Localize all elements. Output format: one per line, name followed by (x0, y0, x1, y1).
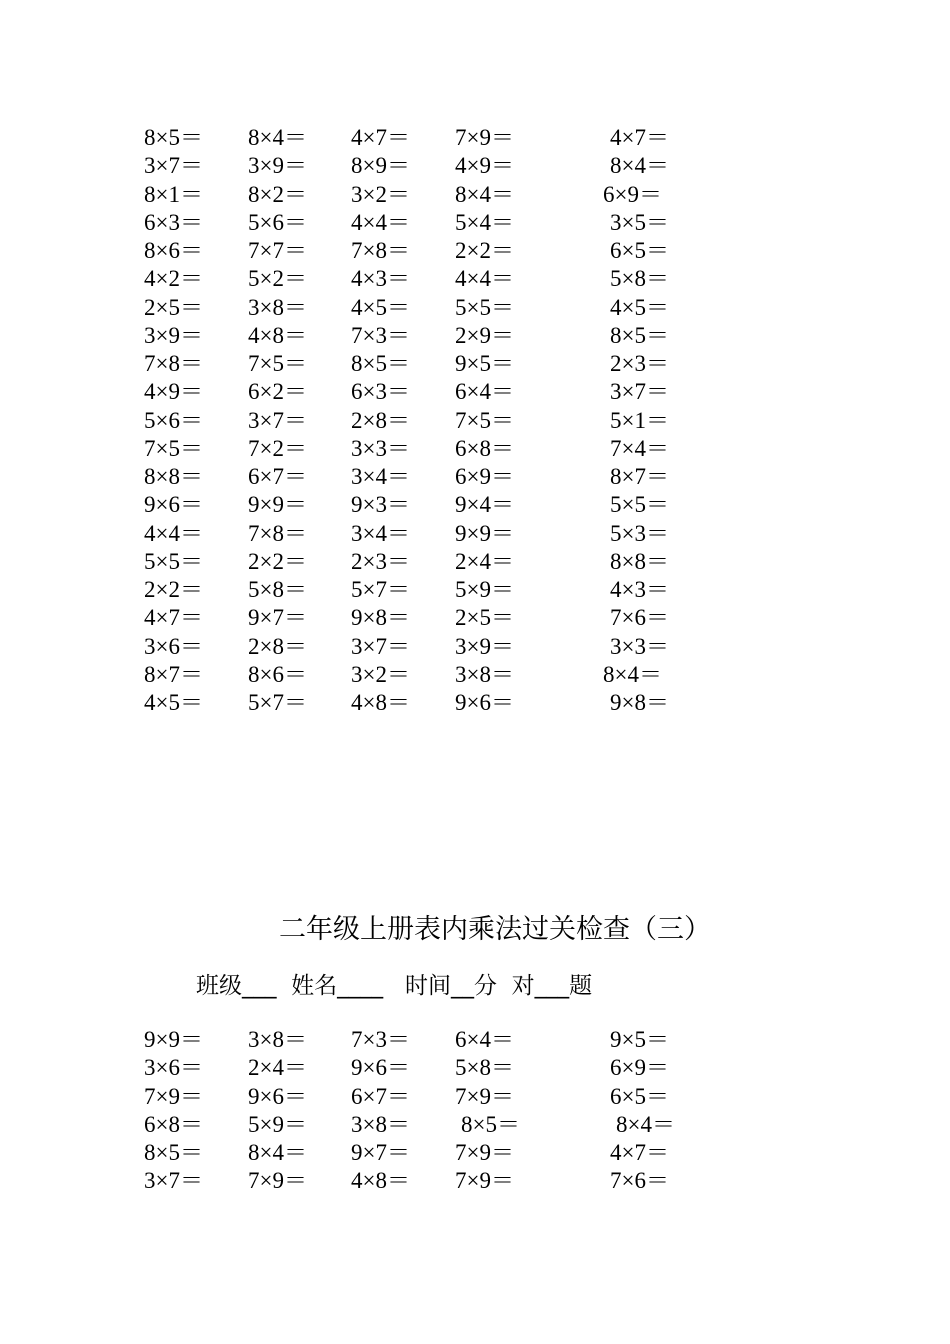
multiplication-problem: 8×4＝ (248, 1140, 307, 1165)
multiplication-problem: 7×9＝ (248, 1168, 307, 1194)
multiplication-problem: 3×7＝ (610, 379, 669, 405)
multiplication-problem: 3×6＝ (144, 633, 203, 659)
multiplication-problem: 3×9＝ (248, 153, 307, 179)
multiplication-problem: 9×6＝ (455, 690, 514, 715)
multiplication-problem: 3×7＝ (144, 1168, 203, 1194)
multiplication-problem: 7×9＝ (455, 1083, 514, 1109)
multiplication-problem: 5×5＝ (610, 492, 669, 518)
multiplication-problem: 7×3＝ (351, 322, 410, 348)
multiplication-problem: 3×3＝ (610, 633, 669, 659)
multiplication-problem: 3×2＝ (351, 661, 410, 687)
multiplication-problem: 2×8＝ (351, 407, 410, 433)
multiplication-problem: 9×6＝ (144, 492, 203, 518)
problem-row (0, 209, 950, 237)
multiplication-problem: 8×5＝ (351, 351, 410, 376)
multiplication-problem: 8×1＝ (144, 181, 203, 207)
multiplication-problem: 3×8＝ (455, 661, 514, 687)
multiplication-problem: 6×9＝ (610, 1055, 669, 1081)
multiplication-problem: 3×7＝ (144, 153, 203, 179)
multiplication-problem: 3×8＝ (248, 1027, 307, 1052)
multiplication-problem: 9×8＝ (610, 690, 669, 715)
problem-row (0, 265, 950, 293)
problem-row (0, 1026, 950, 1054)
multiplication-problem: 4×5＝ (351, 294, 410, 320)
multiplication-problem: 7×6＝ (610, 605, 669, 631)
worksheet-title: 二年级上册表内乘法过关检查（三） (279, 914, 711, 945)
multiplication-problem: 5×5＝ (455, 294, 514, 320)
multiplication-problem: 5×6＝ (248, 209, 307, 235)
multiplication-problem: 4×8＝ (351, 690, 410, 715)
multiplication-problem: 2×5＝ (455, 605, 514, 631)
multiplication-problem: 6×3＝ (144, 209, 203, 235)
problem-row (0, 322, 950, 350)
multiplication-problem: 5×1＝ (610, 407, 669, 433)
multiplication-problem: 6×9＝ (603, 181, 662, 207)
multiplication-problem: 4×7＝ (610, 1140, 669, 1165)
multiplication-problem: 3×9＝ (144, 322, 203, 348)
multiplication-problem: 4×4＝ (455, 266, 514, 292)
multiplication-problem: 5×9＝ (455, 577, 514, 602)
multiplication-problem: 6×8＝ (144, 1111, 203, 1137)
problem-row (0, 407, 950, 435)
problem-row (0, 463, 950, 491)
multiplication-problem: 9×5＝ (610, 1027, 669, 1052)
multiplication-problem: 6×5＝ (610, 238, 669, 263)
multiplication-problem: 5×6＝ (144, 407, 203, 433)
multiplication-problem: 9×6＝ (351, 1055, 410, 1081)
problem-row (0, 181, 950, 209)
multiplication-problem: 4×7＝ (351, 125, 410, 150)
multiplication-problem: 5×2＝ (248, 266, 307, 292)
multiplication-problem: 4×7＝ (144, 605, 203, 631)
multiplication-problem: 7×4＝ (610, 435, 669, 461)
multiplication-problem: 6×4＝ (455, 1027, 514, 1052)
multiplication-problem: 8×4＝ (603, 661, 662, 687)
multiplication-problem: 8×5＝ (610, 322, 669, 348)
multiplication-problem: 8×5＝ (144, 1140, 203, 1165)
problem-row (0, 1139, 950, 1167)
multiplication-problem: 8×6＝ (248, 661, 307, 687)
multiplication-problem: 7×9＝ (144, 1083, 203, 1109)
multiplication-problem: 9×3＝ (351, 492, 410, 518)
multiplication-problem: 5×8＝ (248, 577, 307, 602)
multiplication-problem: 3×2＝ (351, 181, 410, 207)
multiplication-problem: 7×5＝ (248, 351, 307, 376)
multiplication-problem: 3×9＝ (455, 633, 514, 659)
problem-row (0, 124, 950, 152)
multiplication-problem: 7×8＝ (351, 238, 410, 263)
multiplication-problem: 9×9＝ (144, 1027, 203, 1052)
multiplication-problem: 3×8＝ (248, 294, 307, 320)
multiplication-problem: 9×4＝ (455, 492, 514, 518)
multiplication-problem: 7×3＝ (351, 1027, 410, 1052)
multiplication-problem: 2×8＝ (248, 633, 307, 659)
multiplication-problem: 4×2＝ (144, 266, 203, 292)
multiplication-problem: 2×9＝ (455, 322, 514, 348)
multiplication-problem: 3×8＝ (351, 1111, 410, 1137)
multiplication-problem: 9×9＝ (248, 492, 307, 518)
multiplication-problem: 7×9＝ (455, 1168, 514, 1194)
multiplication-problem: 8×7＝ (144, 661, 203, 687)
multiplication-problem: 5×8＝ (610, 266, 669, 292)
multiplication-problem: 7×5＝ (144, 435, 203, 461)
problem-row (0, 1083, 950, 1111)
multiplication-problem: 8×8＝ (144, 464, 203, 489)
problem-row (0, 294, 950, 322)
multiplication-problem: 9×9＝ (455, 520, 514, 546)
multiplication-problem: 5×4＝ (455, 209, 514, 235)
multiplication-problem: 2×2＝ (248, 548, 307, 574)
multiplication-problem: 2×5＝ (144, 294, 203, 320)
multiplication-problem: 2×2＝ (144, 577, 203, 602)
multiplication-problem: 4×9＝ (144, 379, 203, 405)
multiplication-problem: 6×7＝ (351, 1083, 410, 1109)
multiplication-problem: 7×8＝ (248, 520, 307, 546)
multiplication-problem: 3×7＝ (351, 633, 410, 659)
multiplication-problem: 9×7＝ (248, 605, 307, 631)
multiplication-problem: 8×9＝ (351, 153, 410, 179)
problem-row (0, 491, 950, 519)
multiplication-problem: 7×5＝ (455, 407, 514, 433)
multiplication-problem: 4×3＝ (610, 577, 669, 602)
multiplication-problem: 4×7＝ (610, 125, 669, 150)
multiplication-problem: 7×7＝ (248, 238, 307, 263)
multiplication-problem: 2×3＝ (351, 548, 410, 574)
multiplication-problem: 4×3＝ (351, 266, 410, 292)
multiplication-problem: 5×7＝ (351, 577, 410, 602)
multiplication-problem: 8×4＝ (610, 153, 669, 179)
multiplication-problem: 6×2＝ (248, 379, 307, 405)
multiplication-problem: 7×6＝ (610, 1168, 669, 1194)
problem-row (0, 152, 950, 180)
problem-row (0, 1054, 950, 1082)
multiplication-problem: 9×5＝ (455, 351, 514, 376)
problem-row (0, 237, 950, 265)
multiplication-problem: 4×5＝ (144, 690, 203, 715)
multiplication-problem: 8×4＝ (248, 125, 307, 150)
multiplication-problem: 8×4＝ (455, 181, 514, 207)
multiplication-problem: 8×5＝ (461, 1111, 520, 1137)
problem-row (0, 633, 950, 661)
multiplication-problem: 3×5＝ (610, 209, 669, 235)
multiplication-problem: 2×3＝ (610, 351, 669, 376)
multiplication-problem: 4×5＝ (610, 294, 669, 320)
student-info-line: 班级___ 姓名____ 时间__分 对___题 (196, 973, 593, 999)
multiplication-problem: 3×4＝ (351, 520, 410, 546)
multiplication-problem: 4×8＝ (351, 1168, 410, 1194)
multiplication-problem: 5×8＝ (455, 1055, 514, 1081)
multiplication-problem: 6×5＝ (610, 1083, 669, 1109)
multiplication-problem: 6×3＝ (351, 379, 410, 405)
multiplication-problem: 3×4＝ (351, 464, 410, 489)
problem-row (0, 576, 950, 604)
multiplication-problem: 8×6＝ (144, 238, 203, 263)
multiplication-problem: 7×9＝ (455, 1140, 514, 1165)
multiplication-problem: 3×3＝ (351, 435, 410, 461)
multiplication-problem: 6×4＝ (455, 379, 514, 405)
multiplication-problem: 3×6＝ (144, 1055, 203, 1081)
problem-row (0, 1111, 950, 1139)
multiplication-problem: 8×4＝ (616, 1111, 675, 1137)
multiplication-problem: 9×6＝ (248, 1083, 307, 1109)
multiplication-problem: 8×8＝ (610, 548, 669, 574)
multiplication-problem: 3×7＝ (248, 407, 307, 433)
problem-row (0, 350, 950, 378)
multiplication-problem: 6×8＝ (455, 435, 514, 461)
multiplication-problem: 4×9＝ (455, 153, 514, 179)
multiplication-problem: 7×8＝ (144, 351, 203, 376)
multiplication-problem: 2×2＝ (455, 238, 514, 263)
multiplication-problem: 5×9＝ (248, 1111, 307, 1137)
multiplication-problem: 2×4＝ (248, 1055, 307, 1081)
multiplication-problem: 4×4＝ (144, 520, 203, 546)
problem-row (0, 378, 950, 406)
problem-row (0, 548, 950, 576)
problem-row (0, 604, 950, 632)
multiplication-problem: 5×7＝ (248, 690, 307, 715)
multiplication-problem: 7×2＝ (248, 435, 307, 461)
multiplication-problem: 9×7＝ (351, 1140, 410, 1165)
multiplication-problem: 4×8＝ (248, 322, 307, 348)
multiplication-problem: 9×8＝ (351, 605, 410, 631)
problem-row (0, 661, 950, 689)
multiplication-problem: 6×9＝ (455, 464, 514, 489)
problem-row (0, 520, 950, 548)
multiplication-problem: 2×4＝ (455, 548, 514, 574)
multiplication-problem: 4×4＝ (351, 209, 410, 235)
multiplication-problem: 8×5＝ (144, 125, 203, 150)
problem-row (0, 435, 950, 463)
problem-row (0, 689, 950, 717)
multiplication-problem: 8×7＝ (610, 464, 669, 489)
multiplication-problem: 7×9＝ (455, 125, 514, 150)
multiplication-problem: 6×7＝ (248, 464, 307, 489)
multiplication-problem: 8×2＝ (248, 181, 307, 207)
problem-row (0, 1167, 950, 1195)
multiplication-problem: 5×5＝ (144, 548, 203, 574)
multiplication-problem: 5×3＝ (610, 520, 669, 546)
